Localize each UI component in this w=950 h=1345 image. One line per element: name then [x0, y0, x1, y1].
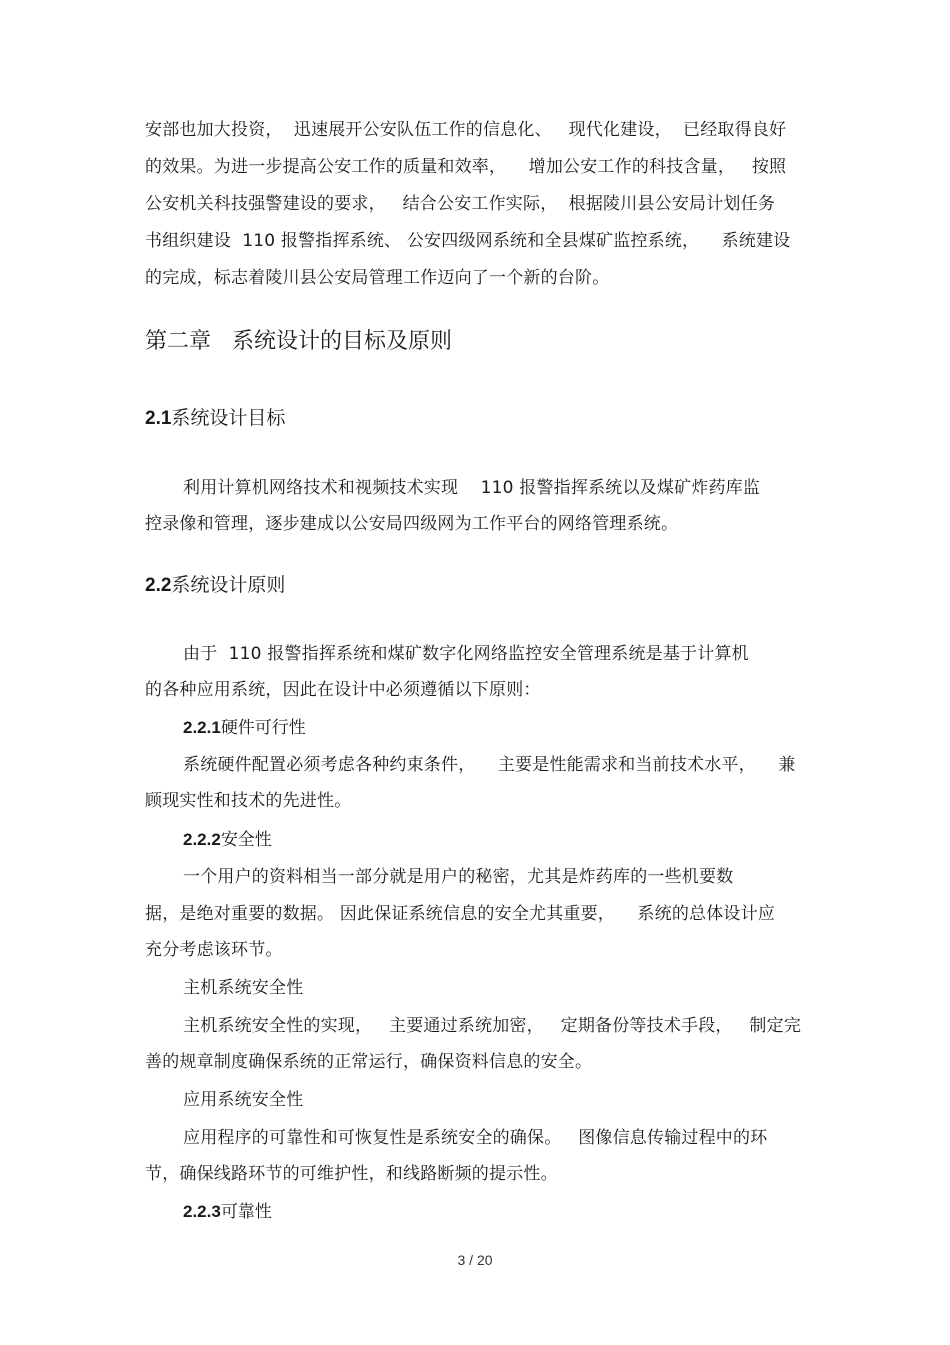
section-heading-2-2	[145, 571, 285, 600]
paragraph-line: 据，是绝对重要的数据。 因此保证系统信息的安全尤其重要， 系统的总体设计应	[145, 904, 776, 924]
paragraph-line: 节，确保线路环节的可维护性，和线路断频的提示性。	[145, 1164, 558, 1184]
subsection-heading-2-2-1	[183, 716, 306, 740]
paragraph-line: 善的规章制度确保系统的正常运行，确保资料信息的安全。	[145, 1052, 593, 1072]
paragraph-line: 由于 110 报警指挥系统和煤矿数字化网络监控安全管理系统是基于计算机	[183, 644, 749, 664]
paragraph-line: 顾现实性和技术的先进性。	[145, 791, 352, 811]
subsection-heading-2-2-3	[183, 1200, 272, 1224]
section-title: 系统设计原则	[171, 574, 286, 596]
chapter-title: 第二章 系统设计的目标及原则	[145, 329, 452, 354]
page-number: 3 / 20	[457, 1252, 493, 1268]
subsection-number: 2.2.3	[183, 1202, 221, 1221]
subsection-heading-2-2-2	[183, 828, 272, 852]
paragraph-line: 的各种应用系统，因此在设计中必须遵循以下原则：	[145, 680, 541, 700]
section-heading-2-1	[145, 404, 285, 433]
paragraph-line: 应用程序的可靠性和可恢复性是系统安全的确保。 图像信息传输过程中的环	[183, 1128, 768, 1148]
paragraph-line: 的效果。为进一步提高公安工作的质量和效率， 增加公安工作的科技含量， 按照	[145, 157, 787, 177]
subsection-title: 可靠性	[220, 1202, 272, 1222]
paragraph-line: 的完成，标志着陵川县公安局管理工作迈向了一个新的台阶。	[145, 268, 610, 288]
subsection-label: 应用系统安全性	[183, 1090, 304, 1110]
subsection-number: 2.2.1	[183, 718, 221, 737]
paragraph-line: 利用计算机网络技术和视频技术实现 110 报警指挥系统以及煤矿炸药库监	[183, 478, 761, 498]
subsection-number: 2.2.2	[183, 830, 221, 849]
section-title: 系统设计目标	[171, 407, 286, 429]
paragraph-line: 系统硬件配置必须考虑各种约束条件， 主要是性能需求和当前技术水平， 兼	[183, 755, 796, 775]
paragraph-line: 充分考虑该环节。	[145, 940, 283, 960]
subsection-label: 主机系统安全性	[183, 978, 304, 998]
section-number: 2.1	[145, 408, 172, 429]
subsection-title: 安全性	[220, 830, 272, 850]
subsection-title: 硬件可行性	[220, 718, 306, 738]
paragraph-line: 安部也加大投资， 迅速展开公安队伍工作的信息化、 现代化建设， 已经取得良好	[145, 120, 787, 140]
paragraph-line: 主机系统安全性的实现， 主要通过系统加密， 定期备份等技术手段， 制定完	[183, 1016, 802, 1036]
paragraph-line: 一个用户的资料相当一部分就是用户的秘密，尤其是炸药库的一些机要数	[183, 867, 734, 887]
paragraph-line: 控录像和管理，逐步建成以公安局四级网为工作平台的网络管理系统。	[145, 514, 679, 534]
paragraph-line: 书组织建设 110 报警指挥系统、 公安四级网系统和全县煤矿监控系统， 系统建设	[145, 231, 791, 251]
section-number: 2.2	[145, 575, 172, 596]
paragraph-line: 公安机关科技强警建设的要求， 结合公安工作实际， 根据陵川县公安局计划任务	[145, 194, 776, 214]
